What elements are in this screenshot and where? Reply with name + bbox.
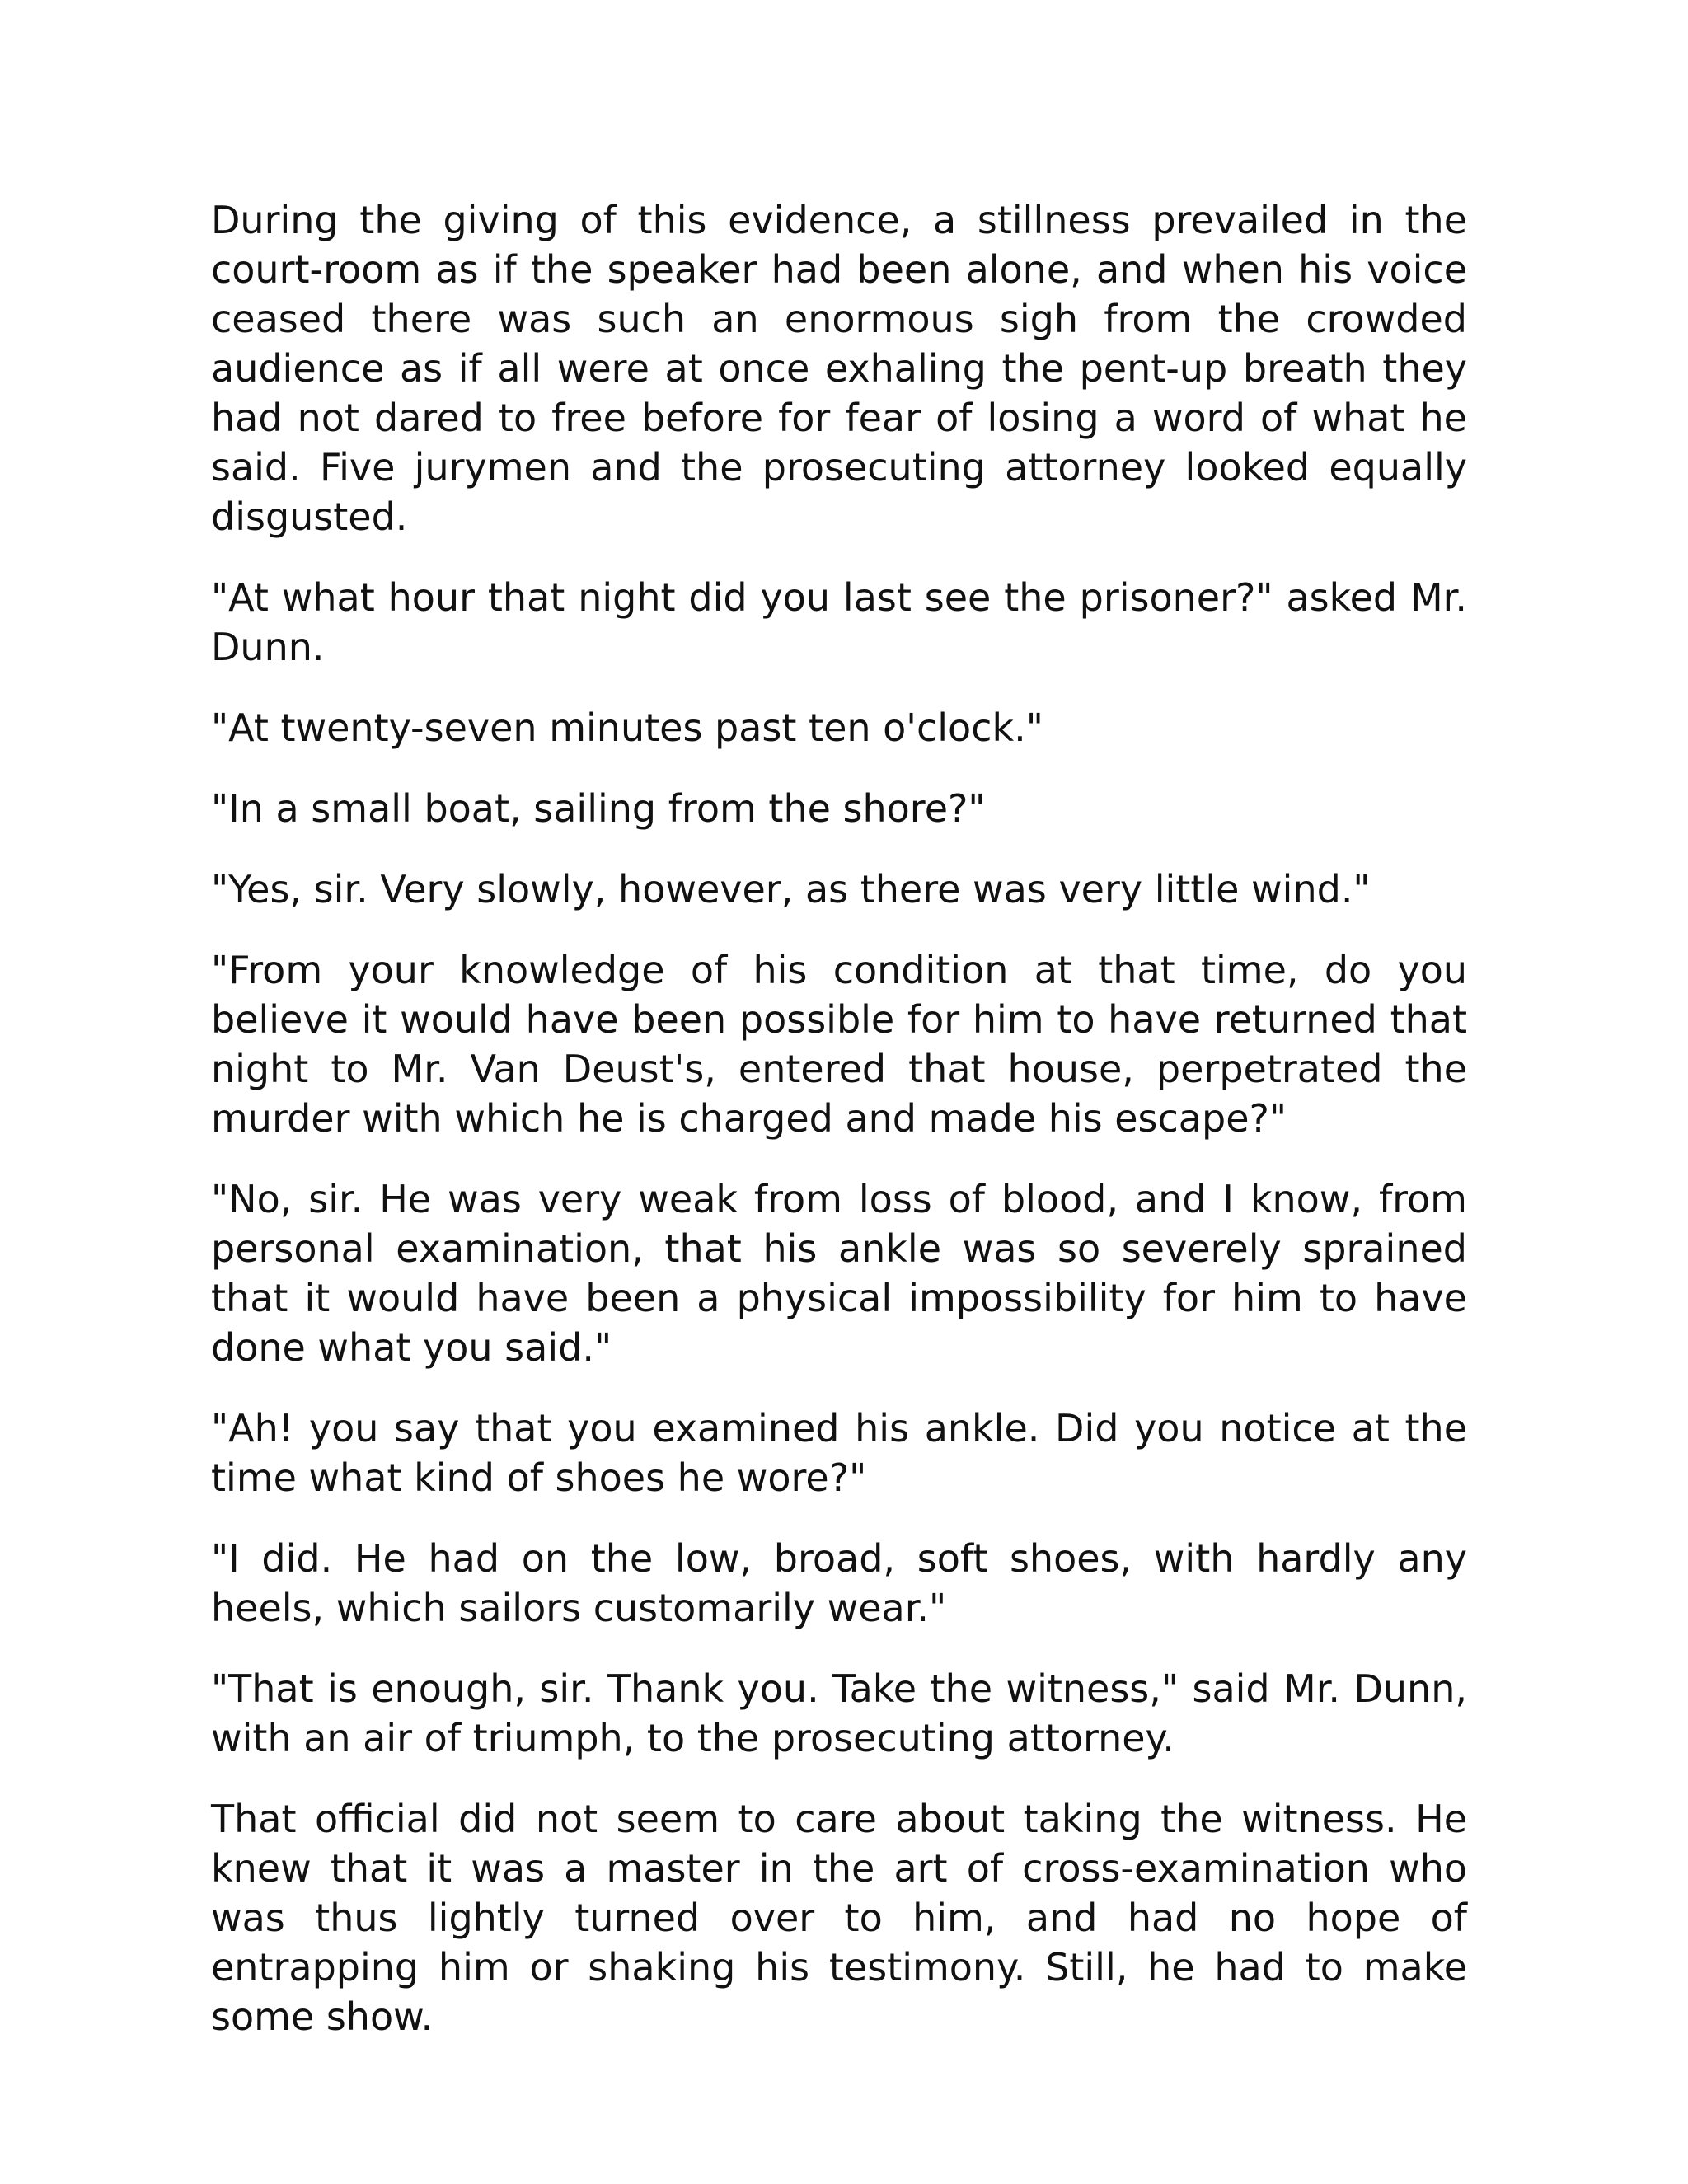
paragraph: "Yes, sir. Very slowly, however, as there was very little wind.": [211, 867, 1371, 912]
paragraph: During the giving of this evidence, a stillness prevailed in the court-room as if the speaker had been alone, and when his voice ceased there was such an enormous sigh from the crowded audience as if all were at once exhaling the pent-up breath they had not dared to free before for fear of losing a word of what he said. Five jurymen and the prosecuting attorney looked equally disgusted.: [211, 198, 1467, 539]
paragraph: "At twenty-seven minutes past ten o'clock.": [211, 705, 1043, 750]
body-text: [211, 195, 1467, 2073]
paragraph: "I did. He had on the low, broad, soft shoes, with hardly any heels, which sailors customarily wear.": [211, 1536, 1467, 1630]
paragraph: "At what hour that night did you last see the prisoner?" asked Mr. Dunn.: [211, 575, 1467, 669]
paragraph: "From your knowledge of his condition at that time, do you believe it would have been possible for him to have returned that night to Mr. Van Deust's, entered that house, perpetrated the murder with which he is charged and made his escape?": [211, 948, 1467, 1141]
paragraph: "Ah! you say that you examined his ankle. Did you notice at the time what kind of shoes he wore?": [211, 1406, 1467, 1500]
paragraph: "No, sir. He was very weak from loss of blood, and I know, from personal examination, that his ankle was so severely sprained that it would have been a physical impossibility for him to have done what you said.": [211, 1177, 1467, 1370]
paragraph: "That is enough, sir. Thank you. Take the witness," said Mr. Dunn, with an air of triumph, to the prosecuting attorney.: [211, 1666, 1467, 1760]
paragraph: "In a small boat, sailing from the shore?": [211, 786, 986, 831]
paragraph: That official did not seem to care about taking the witness. He knew that it was a master in the art of cross-examination who was thus lightly turned over to him, and had no hope of entrapping him or shaking his testimony. Still, he had to make some show.: [211, 1797, 1467, 2039]
